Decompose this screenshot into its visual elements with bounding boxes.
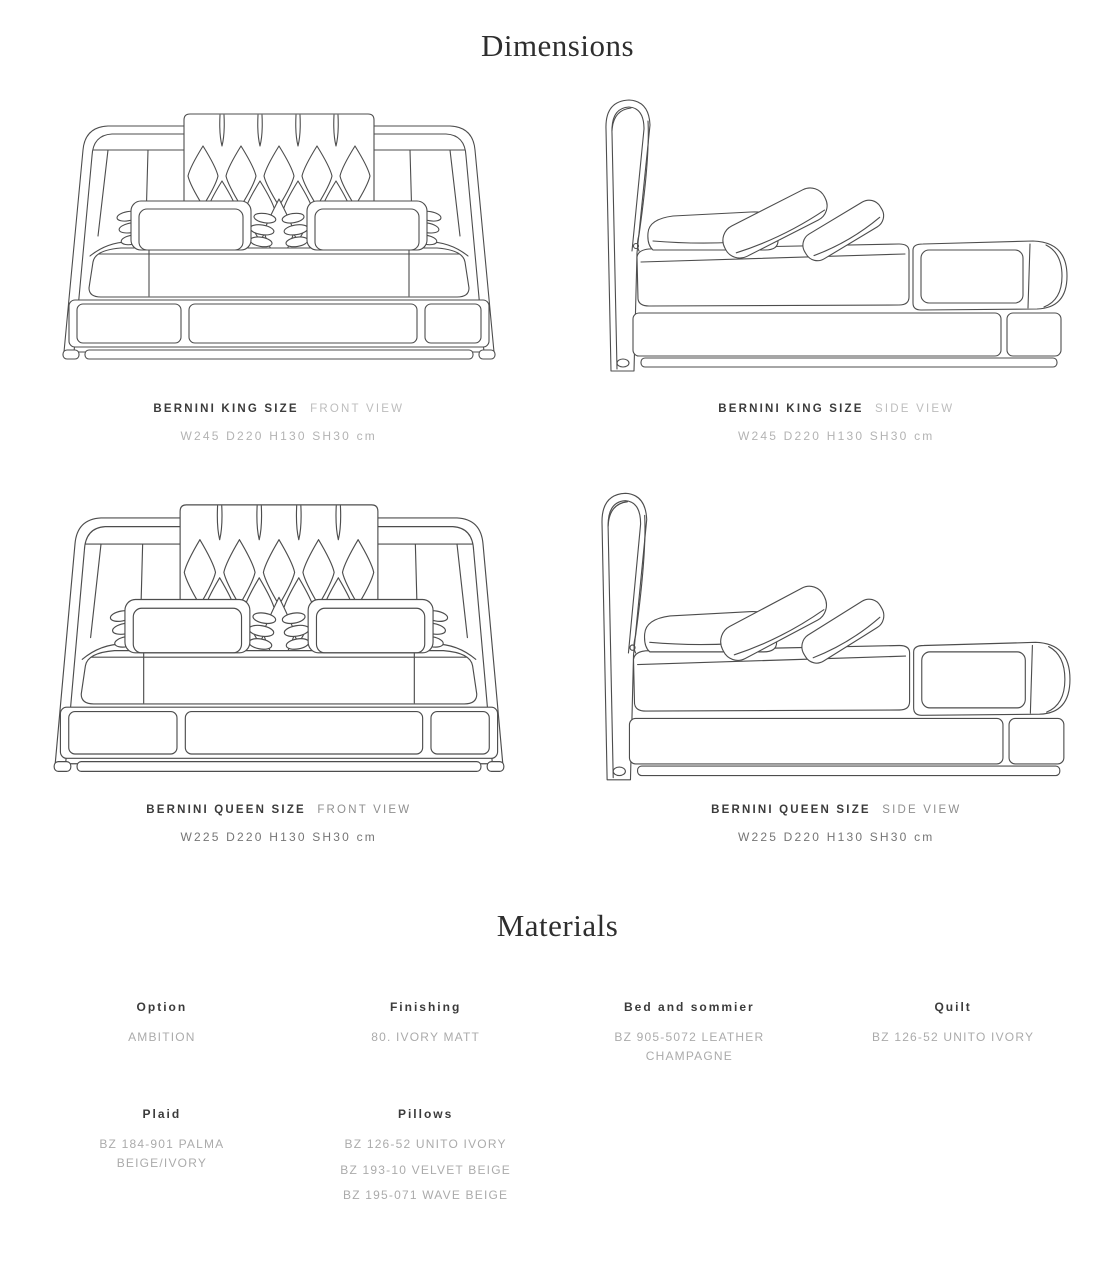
dimensions-figures-grid: [0, 76, 1115, 844]
material-label: Quilt: [934, 1000, 972, 1014]
material-value: AMBITION: [128, 1030, 196, 1044]
material-value: BZ 195-071 WAVE BEIGE: [342, 1188, 509, 1202]
figure-queen-front: [0, 471, 558, 844]
material-value: BZ 905-5072 LEATHER CHAMPAGNE: [614, 1030, 765, 1063]
material-value: BZ 126-52 UNITO IVORY: [344, 1137, 507, 1151]
dimensions-title: Dimensions: [480, 28, 635, 63]
material-label: Pillows: [397, 1107, 454, 1121]
material-label: Plaid: [142, 1107, 182, 1121]
material-value: BZ 184-901 PALMA BEIGE/IVORY: [99, 1137, 225, 1170]
materials-section: [0, 908, 1115, 1265]
figure-caption: [718, 402, 954, 443]
figure-queen-side: [558, 471, 1115, 844]
figure-caption: [146, 803, 411, 844]
product-name: BERNINI QUEEN SIZE: [711, 804, 871, 816]
material-item-finishing: [294, 1000, 558, 1047]
bed-side-view-drawing: [599, 488, 1073, 784]
figure-king-side: [558, 76, 1115, 443]
material-item-option: [30, 1000, 294, 1047]
dimensions-text: W225 D220 H130 SH30 cm: [738, 830, 935, 844]
view-label: SIDE VIEW: [882, 804, 962, 816]
material-item-quilt: [821, 1000, 1085, 1047]
product-name: BERNINI KING SIZE: [153, 403, 299, 415]
material-label: Option: [136, 1000, 188, 1014]
bed-front-view-drawing: [59, 104, 499, 366]
product-name: BERNINI KING SIZE: [718, 403, 864, 415]
bed-side-view-drawing: [603, 95, 1070, 375]
material-label: Finishing: [389, 1000, 462, 1014]
bed-front-view-drawing: [50, 494, 508, 779]
dimensions-text: W245 D220 H130 SH30 cm: [180, 429, 377, 443]
view-label: FRONT VIEW: [310, 403, 405, 415]
view-label: SIDE VIEW: [875, 403, 955, 415]
dimensions-text: W225 D220 H130 SH30 cm: [180, 830, 377, 844]
material-value: BZ 193-10 VELVET BEIGE: [340, 1162, 511, 1177]
product-name: BERNINI QUEEN SIZE: [146, 804, 306, 816]
materials-grid: [0, 1000, 1115, 1265]
figure-caption: [711, 803, 961, 844]
material-value: BZ 126-52 UNITO IVORY: [872, 1030, 1035, 1044]
dimensions-text: W245 D220 H130 SH30 cm: [738, 429, 935, 443]
materials-title: Materials: [496, 908, 619, 943]
view-label: FRONT VIEW: [317, 804, 412, 816]
material-item-bed-and-sommier: [558, 1000, 822, 1065]
figure-king-front: [0, 76, 558, 443]
material-item-pillows: [294, 1107, 558, 1205]
material-item-plaid: [30, 1107, 294, 1172]
figure-caption: [153, 402, 404, 443]
material-label: Bed and sommier: [624, 1000, 755, 1014]
material-value: 80. IVORY MATT: [371, 1030, 481, 1044]
